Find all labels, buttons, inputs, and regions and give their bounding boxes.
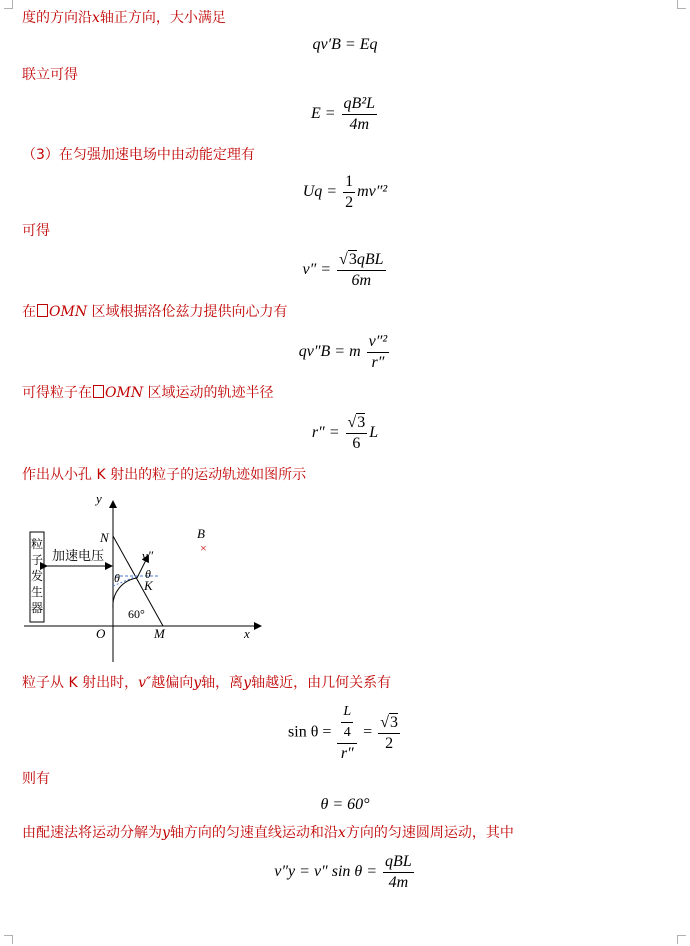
field-b-label: B: [197, 526, 205, 541]
point-n-label: N: [100, 530, 109, 545]
page-corner-mark: [677, 935, 686, 944]
theta-label: θ: [145, 567, 151, 581]
text-line: 则有: [22, 771, 50, 787]
missing-glyph-icon: [93, 385, 104, 398]
generator-char: 生: [31, 585, 44, 599]
text-line: 度的方向沿x轴正方向，大小满足: [22, 10, 226, 26]
generator-char: 器: [31, 601, 44, 615]
point-k-label: K: [144, 578, 153, 593]
page-corner-mark: [677, 0, 686, 9]
velocity-label: v″: [142, 548, 154, 563]
equation: v″ = $\frac{\text{√3qBL}}{6m}$: [302, 251, 384, 289]
text-line: 可得粒子在 OMN 区域运动的轨迹半径: [22, 385, 274, 401]
text-line: 联立可得: [22, 67, 78, 83]
point-m-label: M: [154, 626, 165, 641]
origin-label: O: [96, 626, 106, 641]
trajectory-diagram: [20, 490, 270, 668]
text-line: 由配速法将运动分解为y轴方向的匀速直线运动和沿x方向的匀速圆周运动，其中: [22, 825, 514, 841]
page-corner-mark: [4, 0, 13, 9]
page-corner-mark: [4, 935, 13, 944]
text-line: （3）在匀强加速电场中由动能定理有: [22, 147, 255, 163]
text-line: 在 OMN 区域根据洛伦兹力提供向心力有: [22, 304, 288, 320]
theta-label: θ: [114, 571, 120, 585]
equation: r″ = $\frac{√3}{6}$ L: [311, 414, 379, 452]
generator-char: 发: [31, 569, 44, 583]
equation: v″y = v″ sin θ = $\frac{\text{qBL}}{4m}$: [274, 853, 412, 891]
text-line: 作出从小孔 K 射出的粒子的运动轨迹如图所示: [22, 467, 307, 483]
missing-glyph-icon: [37, 304, 48, 317]
equation: qv″B = m $\frac{\text{v″²}}{r''}$: [298, 333, 388, 371]
x-axis-label: x: [244, 626, 250, 641]
equation: θ = 60°: [320, 796, 370, 813]
accel-label: 加速电压: [52, 548, 105, 563]
text-line: 可得: [22, 223, 50, 239]
equation: Uq = $\frac{1}{2}$ mv″²: [302, 173, 388, 211]
equation: E = $\frac{\text{qB²L}}{4m}$: [310, 95, 376, 133]
cross-icon: ×: [200, 541, 207, 555]
generator-char: 子: [31, 553, 44, 567]
equation: sin θ = $\frac{\frac{L}{4}}{r''}$ = $\frac{√3}{2}$: [288, 704, 398, 762]
angle-label: 60°: [128, 607, 145, 621]
generator-char: 粒: [31, 537, 44, 551]
text-line: 粒子从 K 射出时，v″越偏向y轴，离y轴越近，由几何关系有: [22, 675, 392, 691]
equation: qv′B = Eq: [312, 36, 378, 53]
y-axis-label: y: [96, 491, 102, 506]
